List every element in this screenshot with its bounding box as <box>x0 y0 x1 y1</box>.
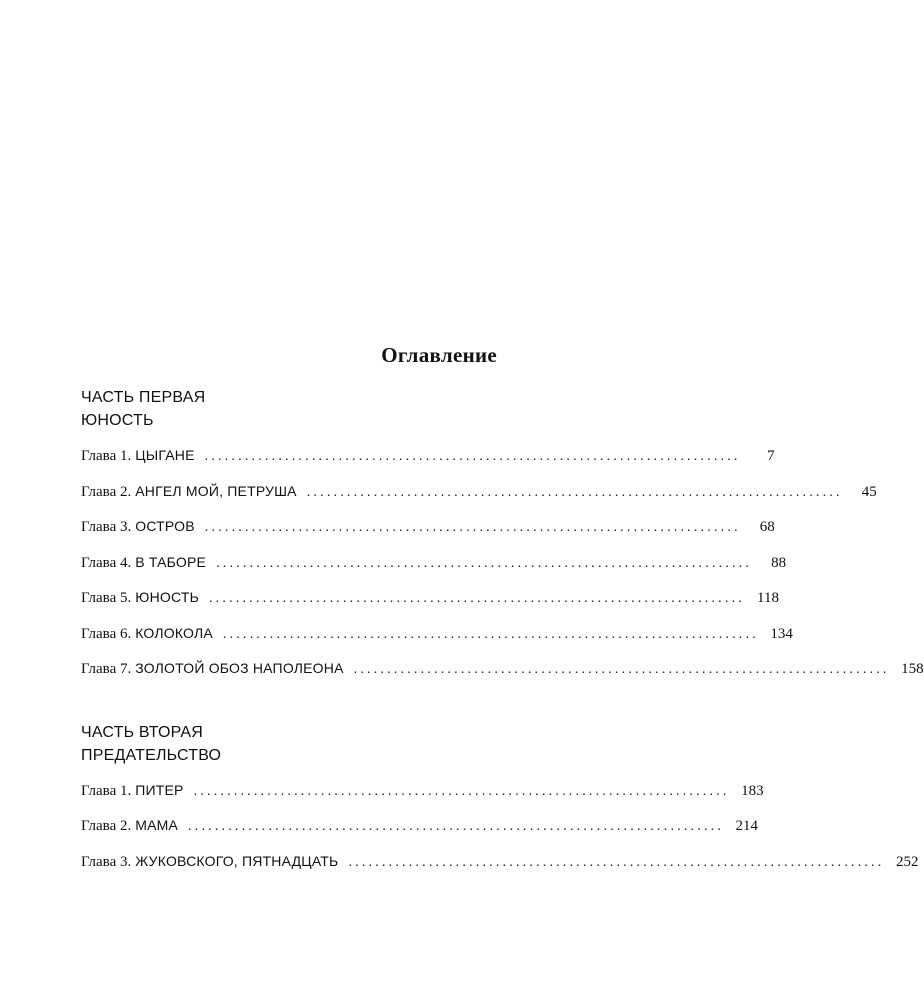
dot-leader: ................................................................................ <box>204 520 741 535</box>
chapter-number: Глава 3. <box>81 853 132 870</box>
chapter-title: КОЛОКОЛА <box>135 624 213 641</box>
table-of-contents <box>81 340 924 879</box>
chapter-number: Глава 5. <box>81 590 132 606</box>
dot-leader: ................................................................................ <box>208 591 745 606</box>
chapter-page-number: 134 <box>770 625 793 642</box>
part-name: ПРЕДАТЕЛЬСТВО <box>81 746 222 764</box>
dot-leader: ................................................................................ <box>353 662 890 677</box>
chapter-entry[interactable] <box>81 474 877 510</box>
chapter-page-number: 68 <box>759 519 775 535</box>
part-label: ЧАСТЬ ПЕРВАЯ <box>81 389 206 406</box>
chapter-number: Глава 2. <box>81 483 132 500</box>
chapter-entry[interactable] <box>81 844 919 880</box>
chapter-number: Глава 4. <box>81 554 132 571</box>
chapter-list <box>81 438 924 687</box>
dot-leader: ................................................................................ <box>216 555 753 571</box>
part-second <box>81 721 919 880</box>
part-heading <box>81 386 497 432</box>
dot-leader: ................................................................................ <box>193 783 730 799</box>
dot-leader: ................................................................................ <box>222 626 759 642</box>
chapter-title: ЮНОСТЬ <box>135 589 199 605</box>
chapter-title: ОСТРОВ <box>135 518 195 534</box>
chapter-entry[interactable] <box>81 438 775 474</box>
chapter-number: Глава 1. <box>81 448 132 464</box>
chapter-title: В ТАБОРЕ <box>135 553 207 570</box>
chapter-list <box>81 773 919 880</box>
chapter-entry[interactable] <box>81 616 793 652</box>
dot-leader: ................................................................................ <box>204 449 741 464</box>
chapter-title: ЗОЛОТОЙ ОБОЗ НАПОЛЕОНА <box>135 660 344 676</box>
chapter-title: ЖУКОВСКОГО, ПЯТНАДЦАТЬ <box>135 852 339 869</box>
chapter-page-number: 214 <box>735 818 759 834</box>
dot-leader: ................................................................................ <box>306 484 843 500</box>
part-name: ЮНОСТЬ <box>81 412 154 429</box>
chapter-entry[interactable] <box>81 808 759 844</box>
chapter-number: Глава 2. <box>81 818 132 834</box>
chapter-number: Глава 7. <box>81 661 132 677</box>
chapter-number: Глава 1. <box>81 782 132 799</box>
chapter-title: ПИТЕР <box>135 781 184 798</box>
chapter-title: АНГЕЛ МОЙ, ПЕТРУША <box>135 482 297 499</box>
chapter-page-number: 158 <box>901 661 924 677</box>
chapter-title: МАМА <box>135 817 179 833</box>
dot-leader: ................................................................................ <box>348 854 885 870</box>
chapter-page-number: 7 <box>767 448 775 464</box>
dot-leader: ................................................................................ <box>188 819 725 834</box>
toc-title: Оглавление <box>381 343 497 367</box>
chapter-title: ЦЫГАНЕ <box>135 447 195 463</box>
part-heading <box>81 721 497 767</box>
chapter-entry[interactable] <box>81 580 779 616</box>
part-first <box>81 386 924 687</box>
chapter-entry[interactable] <box>81 773 764 809</box>
chapter-page-number: 88 <box>771 554 787 571</box>
chapter-page-number: 118 <box>757 590 779 606</box>
chapter-number: Глава 3. <box>81 519 132 535</box>
chapter-number: Глава 6. <box>81 625 132 642</box>
part-label: ЧАСТЬ ВТОРАЯ <box>81 723 204 741</box>
chapter-page-number: 45 <box>861 483 877 500</box>
chapter-entry[interactable] <box>81 509 775 545</box>
chapter-page-number: 252 <box>895 853 919 870</box>
chapter-entry[interactable] <box>81 545 787 581</box>
chapter-page-number: 183 <box>741 782 764 799</box>
chapter-entry[interactable] <box>81 651 924 687</box>
